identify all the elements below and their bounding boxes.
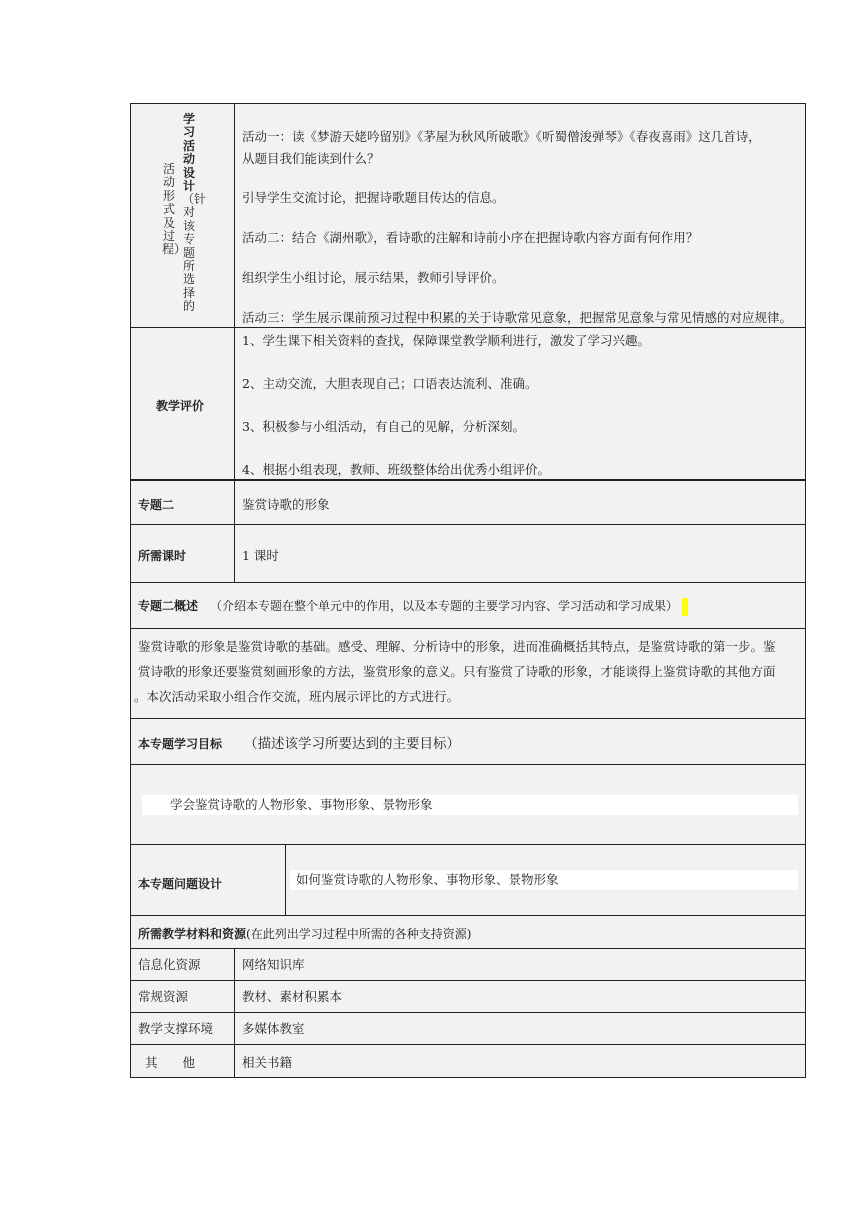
resources-heading	[138, 925, 471, 943]
activity-line-1: 活动一：读《梦游天姥吟留别》《茅屋为秋风所破歌》《听蜀僧浚弹琴》《春夜喜雨》这几首诗，	[242, 129, 761, 144]
activity-label-rest: （针对该专题所选择的	[182, 192, 207, 314]
activity-line-4: 活动二：结合《湖州歌》，看诗歌的注解和诗前小序在把握诗歌内容方面有何作用？	[242, 230, 699, 245]
evaluation-label: 教学评价	[156, 399, 205, 413]
question-value: 如何鉴赏诗歌的人物形象、事物形象、景物形象	[296, 872, 559, 887]
activity-line-5: 组织学生小组讨论，展示结果，教师引导评价。	[242, 270, 505, 285]
activity-line-6: 活动三：学生展示课前预习过程中积累的关于诗歌常见意象，把握常见意象与常见情感的对应规律。	[242, 310, 793, 325]
resource-row-label-2: 常规资源	[138, 989, 189, 1004]
highlight-mark	[682, 598, 688, 616]
goals-value: 学会鉴赏诗歌的人物形象、事物形象、景物形象	[170, 797, 433, 812]
evaluation-item-2: 2、主动交流，大胆表现自己；口语表达流利、准确。	[242, 376, 538, 391]
resource-row-label-1: 信息化资源	[138, 957, 201, 972]
activity-line-3: 引导学生交流讨论，把握诗歌题目传达的信息。	[242, 190, 505, 205]
evaluation-item-1: 1、学生课下相关资料的查找，保障课堂教学顺利进行，激发了学习兴趣。	[242, 333, 650, 348]
lower-section-bg	[130, 480, 806, 1077]
goals-label: 本专题学习目标	[138, 737, 223, 751]
topic-value: 鉴赏诗歌的形象	[242, 497, 330, 512]
resource-row-value-2: 教材、素材积累本	[242, 989, 343, 1004]
resource-row-value-3: 多媒体教室	[242, 1021, 305, 1036]
activity-label-bold: 学习活动设计	[182, 112, 195, 194]
overview-line-3: 。本次活动采取小组合作交流，班内展示评比的方式进行。	[134, 689, 460, 704]
goals-heading	[138, 735, 460, 753]
resources-hint: (在此列出学习过程中所需的各种支持资源)	[246, 927, 472, 941]
question-label: 本专题问题设计	[138, 877, 223, 891]
overview-label: 专题二概述	[138, 599, 199, 613]
resource-row-value-4: 相关书籍	[242, 1055, 293, 1070]
overview-heading	[138, 597, 688, 616]
overview-line-2: 赏诗歌的形象还要鉴赏刻画形象的方法，鉴赏形象的意义。只有鉴赏了诗歌的形象，才能谈得上鉴赏诗歌的其他方面	[138, 664, 776, 679]
evaluation-item-3: 3、积极参与小组活动，有自己的见解，分析深刻。	[242, 419, 525, 434]
resources-label: 所需教学材料和资源	[138, 927, 247, 941]
topic-label: 专题二	[138, 498, 175, 512]
activity-line-2: 从题目我们能读到什么？	[242, 151, 380, 166]
resource-row-value-1: 网络知识库	[242, 957, 305, 972]
evaluation-item-4: 4、根据小组表现，教师、班级整体给出优秀小组评价。	[242, 462, 550, 477]
hours-label: 所需课时	[138, 549, 187, 563]
overview-hint: （介绍本专题在整个单元中的作用，以及本专题的主要学习内容、学习活动和学习成果）	[210, 599, 679, 613]
resource-row-label-4: 其 他	[145, 1055, 196, 1070]
goals-hint: （描述该学习所要达到的主要目标）	[244, 736, 460, 752]
hours-value: 1 课时	[242, 548, 279, 563]
overview-line-1: 鉴赏诗歌的形象是鉴赏诗歌的基础。感受、理解、分析诗中的形象，进而准确概括其特点，是鉴赏诗歌的第一步。鉴	[138, 639, 776, 654]
resource-row-label-3: 教学支撑环境	[138, 1021, 214, 1036]
activity-label-col2: 活动形式及过程）	[162, 162, 187, 257]
